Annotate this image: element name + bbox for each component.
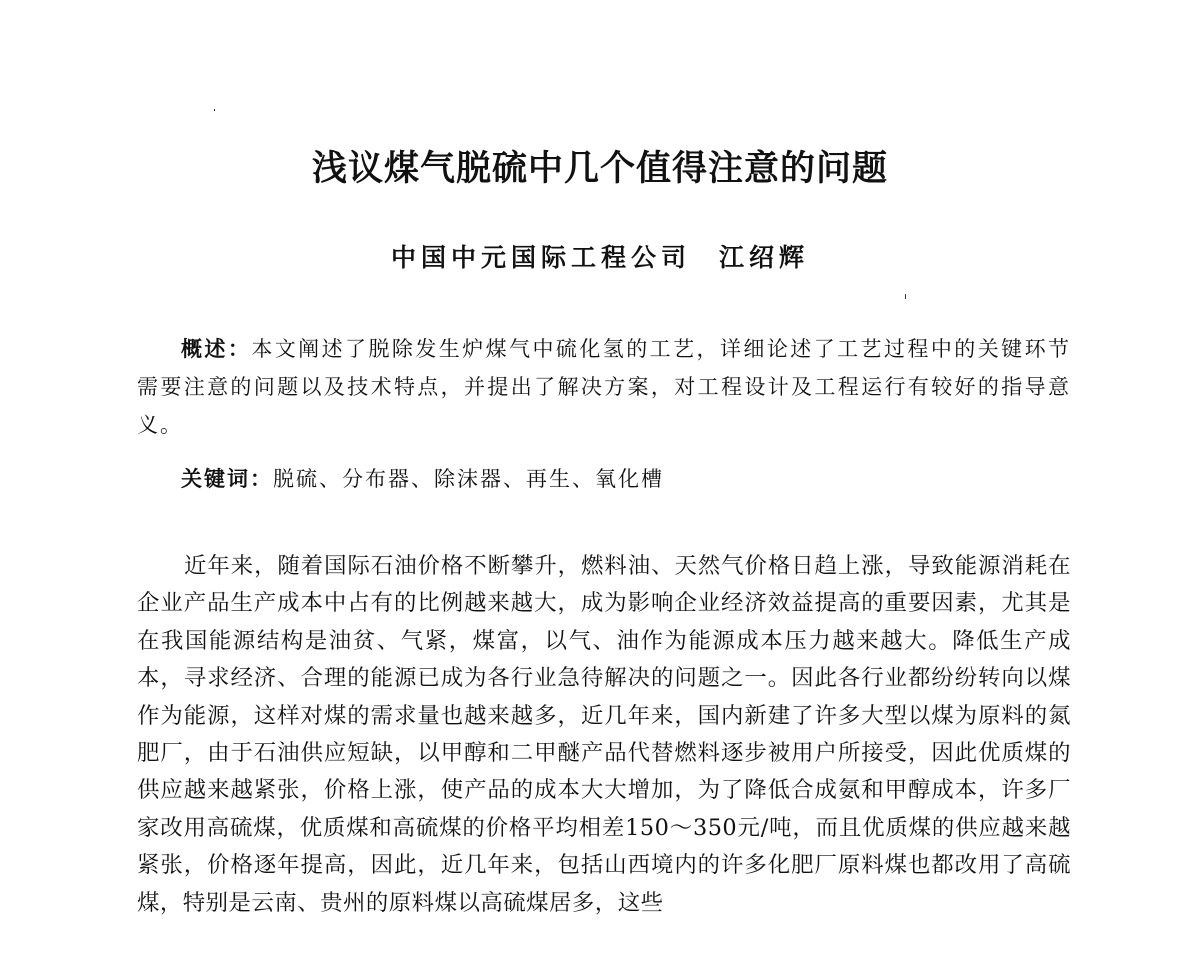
byline [0, 238, 1200, 278]
abstract-text: 本文阐述了脱除发生炉煤气中硫化氢的工艺，详细论述了工艺过程中的关键环节需要注意的问题以及技术特点，并提出了解决方案，对工程设计及工程运行有较好的指导意义。 [137, 337, 1072, 437]
abstract-label: 概述： [181, 337, 252, 361]
body-paragraph: 近年来，随着国际石油价格不断攀升，燃料油、天然气价格日趋上涨，导致能源消耗在企业产品生产成本中占有的比例越来越大，成为影响企业经济效益提高的重要因素，尤其是在我国能源结构是油贫、气紧，煤富，以气、油作为能源成本压力越来越大。降低生产成本，寻求经济、合理的能源已成为各行业急待解决的问题之一。因此各行业都纷纷转向以煤作为能源，这样对煤的需求量也越来越多，近几年来，国内新建了许多大型以煤为原料的氮肥厂，由于石油供应短缺，以甲醇和二甲醚产品代替燃料逐步被用户所接受，因此优质煤的供应越来越紧张，价格上涨，使产品的成本大大增加，为了降低合成氨和甲醇成本，许多厂家改用高硫煤，优质煤和高硫煤的价格平均相差150～350元/吨，而且优质煤的供应越来越紧张，价格逐年提高，因此，近几年来，包括山西境内的许多化肥厂原料煤也都改用了高硫煤，特别是云南、贵州的原料煤以高硫煤居多，这些 [137, 553, 1071, 916]
paper-title: 浅议煤气脱硫中几个值得注意的问题 [311, 149, 888, 189]
keywords-text: 脱硫、分布器、除沫器、再生、氧化槽 [273, 467, 664, 491]
keywords [181, 460, 1071, 498]
keywords-label: 关键词： [181, 467, 273, 491]
author-organization: 中国中元国际工程公司 [390, 243, 691, 272]
scan-speck [214, 109, 215, 111]
author-name: 江绍辉 [719, 243, 810, 272]
scan-speck [905, 294, 906, 299]
abstract [137, 330, 1071, 444]
